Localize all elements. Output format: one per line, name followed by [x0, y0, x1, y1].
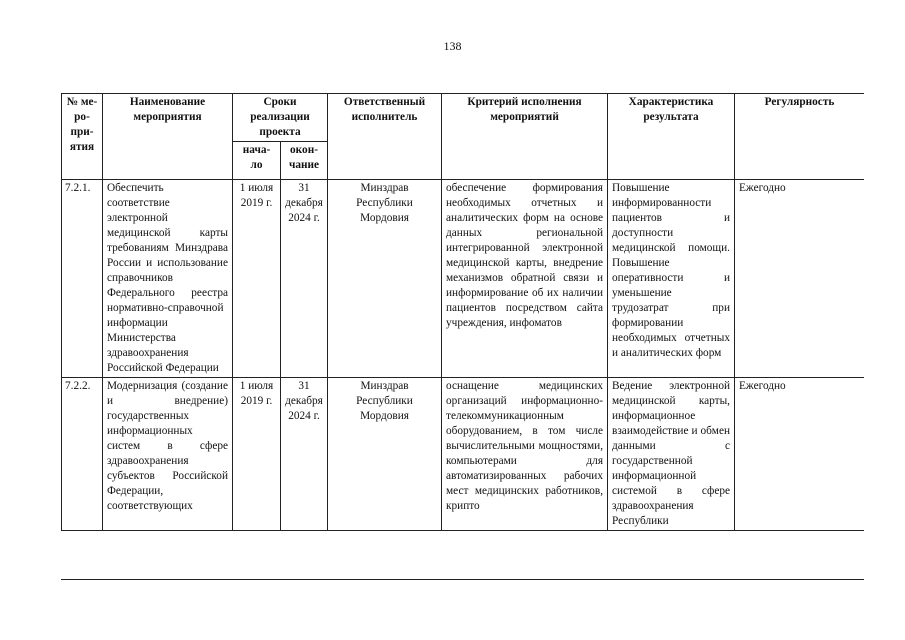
row-executor: Минздрав Республики Мордовия [328, 378, 442, 531]
row-end: 31 декабря 2024 г. [281, 378, 328, 531]
row-start: 1 июля 2019 г. [233, 378, 281, 531]
header-result: Характеристика результата [608, 94, 735, 180]
row-num: 7.2.2. [62, 378, 103, 531]
row-result: Ведение электронной медицинской карты, информационное взаимодействие и обмен данными с государственной информационной системой в сфере здравоохранения Республики [608, 378, 735, 531]
row-name: Модернизация (создание и внедрение) государственных информационных систем в сфере здравоохранения субъектов Российской Федерации, соответствующих [103, 378, 233, 531]
header-name: Наименование мероприятия [103, 94, 233, 180]
row-end: 31 декабря 2024 г. [281, 180, 328, 378]
header-row-1 [62, 94, 865, 142]
row-executor: Минздрав Республики Мордовия [328, 180, 442, 378]
row-name: Обеспечить соответствие электронной медицинской карты требованиям Минздрава России и использование справочников Федерального реестра нормативно-справочной информации Министерства здравоохранения Российской Федерации [103, 180, 233, 378]
header-start: нача-ло [233, 142, 281, 180]
header-regularity: Регулярность [735, 94, 864, 180]
row-result: Повышение информированности пациентов и доступности медицинской помощи. Повышение оперативности и уменьшение трудозатрат при формировании необходимых отчетных и аналитических форм [608, 180, 735, 378]
measures-table [61, 93, 864, 531]
header-criterion: Критерий исполнения мероприятий [442, 94, 608, 180]
header-executor: Ответственный исполнитель [328, 94, 442, 180]
header-terms: Сроки реализации проекта [233, 94, 328, 142]
table-row [62, 180, 865, 378]
table-row [62, 378, 865, 531]
measures-table-container [61, 93, 864, 580]
row-criterion: оснащение медицинских организаций информационно-телекоммуникационным оборудованием, в том числе вычислительными мощностями, компьютерами для автоматизированных рабочих мест медицинских работников, крипто [442, 378, 608, 531]
row-regularity: Ежегодно [735, 378, 864, 531]
header-end: окон-чание [281, 142, 328, 180]
header-num: № ме-ро-при-ятия [62, 94, 103, 180]
row-criterion: обеспечение формирования необходимых отчетных и аналитических форм на основе данных региональной интегрированной электронной медицинской карты, внедрение механизмов обратной связи и информирование об их наличии пациентов посредством сайта учреждения, инфоматов [442, 180, 608, 378]
row-num: 7.2.1. [62, 180, 103, 378]
row-start: 1 июля 2019 г. [233, 180, 281, 378]
page-number: 138 [443, 39, 462, 53]
row-regularity: Ежегодно [735, 180, 864, 378]
